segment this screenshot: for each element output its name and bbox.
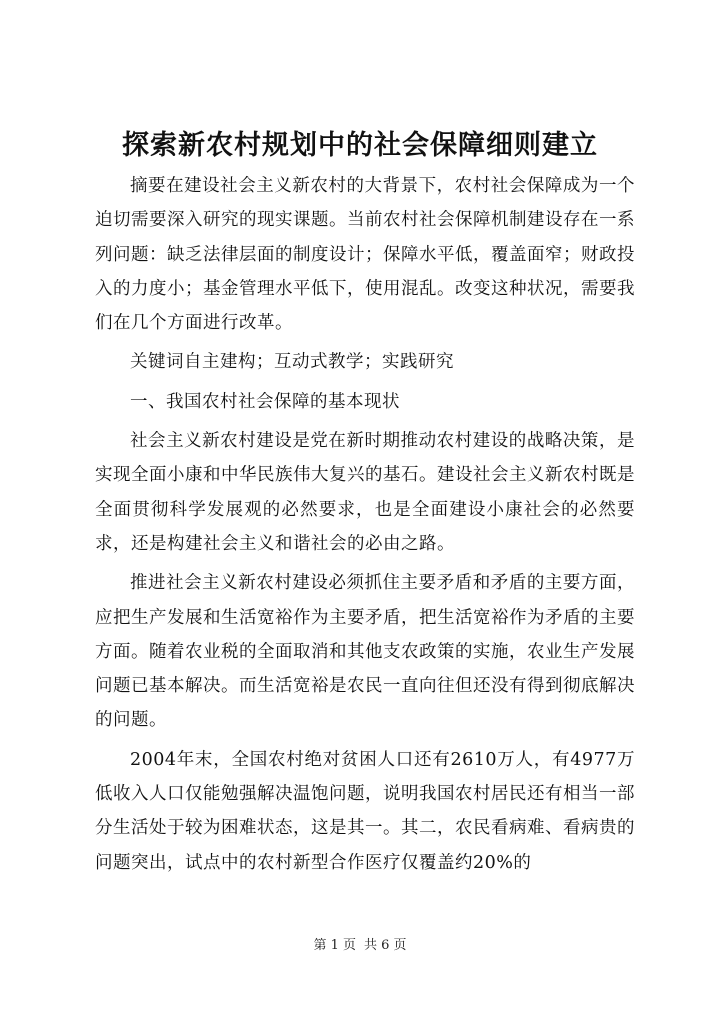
body-paragraph: 推进社会主义新农村建设必须抓住主要矛盾和矛盾的主要方面，应把生产发展和生活宽裕作为主要矛盾，把生活宽裕作为矛盾的主要方面。随着农业税的全面取消和其他支农政策的实施，农业生产发展问题已基本解决。而生活宽裕是农民一直向往但还没有得到彻底解决的问题。 — [95, 573, 635, 731]
page-title: 探索新农村规划中的社会保障细则建立 — [122, 130, 598, 161]
page-total: 共 6 页 — [364, 938, 407, 953]
body-paragraph: 2004年末，全国农村绝对贫困人口还有2610万人，有4977万低收入人口仅能勉强解决温饱问题，说明我国农村居民还有相当一部分生活处于较为困难状态，这是其一。其二，农民看病难、看病贵的问题突出，试点中的农村新型合作医疗仅覆盖约20%的 — [95, 749, 635, 873]
section-heading: 一、我国农村社会保障的基本现状 — [130, 391, 400, 412]
page-number: 第 1 页 — [313, 938, 356, 953]
page-footer — [0, 937, 720, 955]
abstract-paragraph: 摘要在建设社会主义新农村的大背景下，农村社会保障成为一个迫切需要深入研究的现实课题。当前农村社会保障机制建设存在一系列问题：缺乏法律层面的制度设计；保障水平低，覆盖面窄；财政投入的力度小；基金管理水平低下，使用混乱。改变这种状况，需要我们在几个方面进行改革。 — [95, 176, 635, 334]
keywords-paragraph: 关键词自主建构；互动式教学；实践研究 — [130, 352, 454, 373]
document-body — [95, 169, 635, 880]
body-paragraph: 社会主义新农村建设是党在新时期推动农村建设的战略决策，是实现全面小康和中华民族伟大复兴的基石。建设社会主义新农村既是全面贯彻科学发展观的必然要求，也是全面建设小康社会的必然要求，还是构建社会主义和谐社会的必由之路。 — [95, 431, 635, 554]
